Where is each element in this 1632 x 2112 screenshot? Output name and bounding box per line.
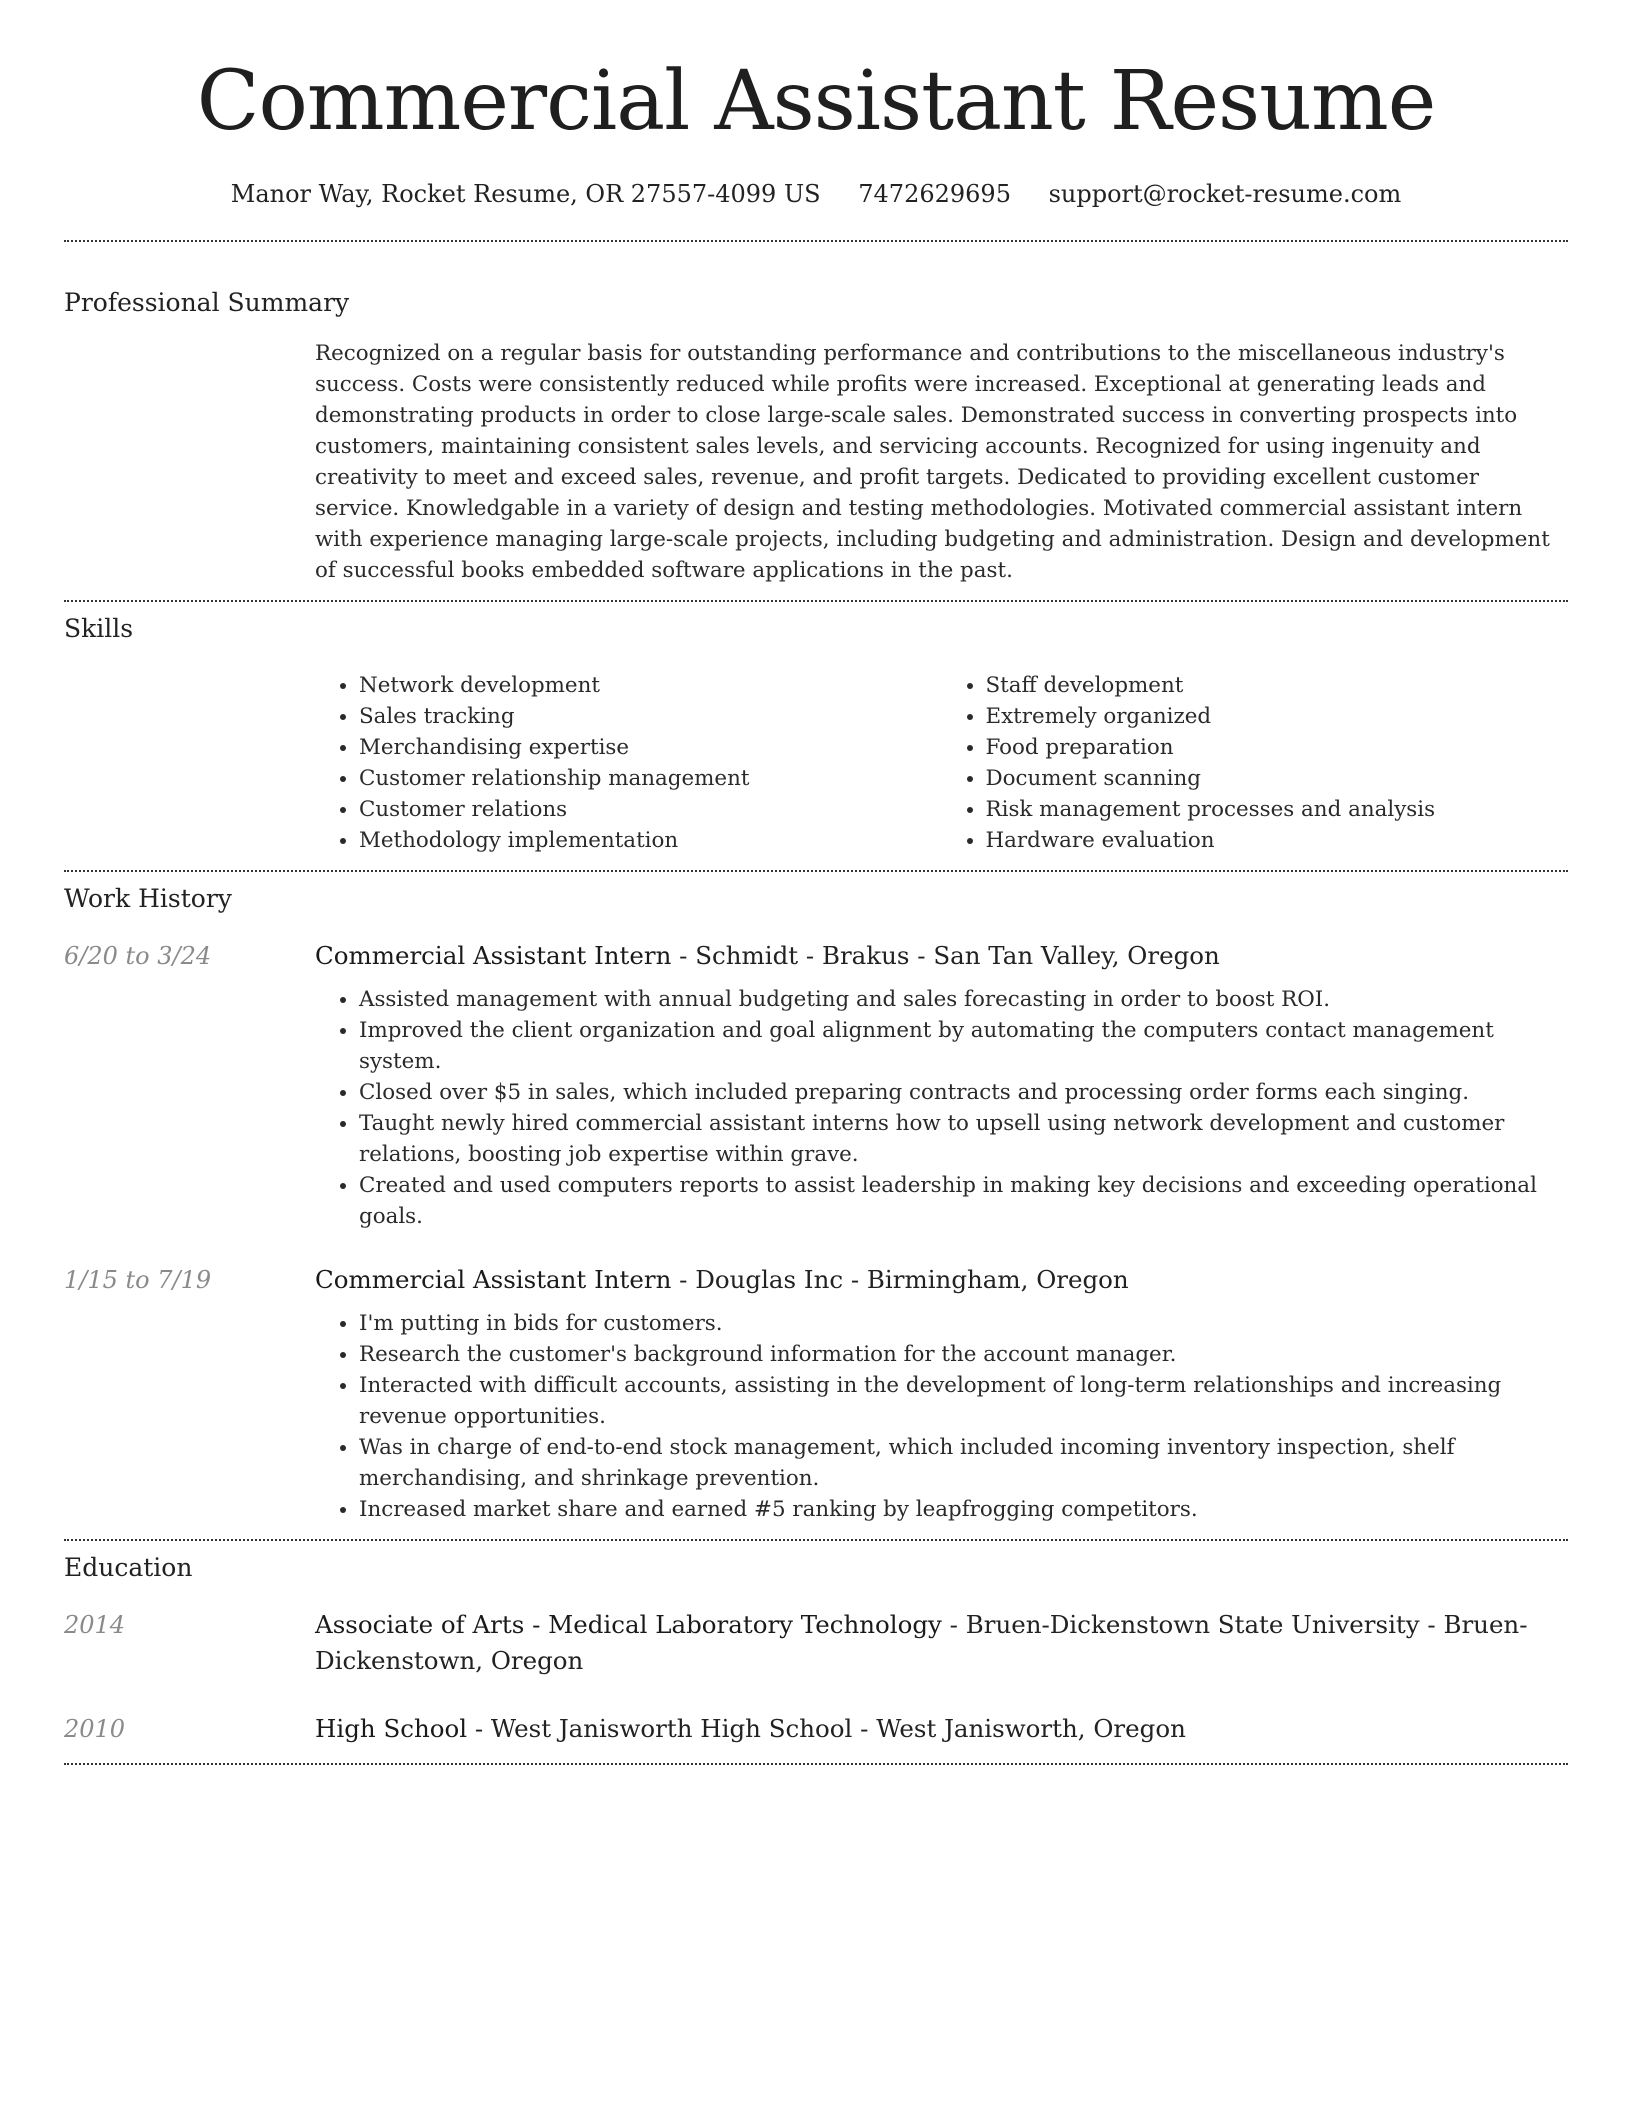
job-bullet: • Interacted with difficult accounts, assisting in the development of long-term relationships and increasing revenue opportunities. bbox=[359, 1370, 1568, 1432]
education-heading: Education bbox=[64, 1553, 193, 1582]
job-bullet: • Closed over $5 in sales, which included preparing contracts and processing order forms each singing. bbox=[359, 1077, 1568, 1108]
job-details: - Douglas Inc - Birmingham, Oregon bbox=[671, 1265, 1129, 1294]
contact-address: Manor Way, Rocket Resume, OR 27557-4099 US bbox=[230, 180, 821, 208]
job-bullet: • Improved the client organization and goal alignment by automating the computers contact management system. bbox=[359, 1015, 1568, 1077]
contact-email: support@rocket-resume.com bbox=[1048, 180, 1402, 208]
job-bullet: • Assisted management with annual budgeting and sales forecasting in order to boost ROI. bbox=[359, 984, 1568, 1015]
skill-item: • Customer relations bbox=[359, 794, 942, 825]
job-role: Commercial Assistant Intern bbox=[315, 1265, 672, 1294]
education-details: - Bruen-Dickenstown State University - Bruen-Dickenstown, Oregon bbox=[315, 1610, 1528, 1675]
job-details: - Schmidt - Brakus - San Tan Valley, Oregon bbox=[671, 941, 1220, 970]
resume-header bbox=[0, 48, 1632, 210]
job-dates: 6/20 to 3/24 bbox=[64, 942, 212, 970]
skills-row bbox=[64, 670, 1568, 856]
summary-heading: Professional Summary bbox=[64, 288, 350, 317]
resume-content bbox=[64, 240, 1568, 1765]
job-bullet: • Created and used computers reports to assist leadership in making key decisions and exceeding operational goals. bbox=[359, 1170, 1568, 1232]
education-entry bbox=[64, 1711, 1568, 1747]
contact-phone: 7472629695 bbox=[858, 180, 1011, 208]
skills-column-right bbox=[942, 670, 1569, 856]
education-details: - West Janisworth High School - West Janisworth, Oregon bbox=[467, 1714, 1186, 1743]
job-title bbox=[315, 938, 1568, 974]
job-bullet: • Research the customer's background information for the account manager. bbox=[359, 1339, 1568, 1370]
job-role: Commercial Assistant Intern bbox=[315, 941, 672, 970]
education-year: 2014 bbox=[64, 1611, 126, 1639]
education-entry bbox=[64, 1607, 1568, 1679]
job-bullet: • Increased market share and earned #5 ranking by leapfrogging competitors. bbox=[359, 1494, 1568, 1525]
contact-line bbox=[0, 178, 1632, 210]
job-title bbox=[315, 1262, 1568, 1298]
skills-column-left bbox=[315, 670, 942, 856]
job-bullet: • Taught newly hired commercial assistant interns how to upsell using network development and customer relations, boosting job expertise within grave. bbox=[359, 1108, 1568, 1170]
skill-item: • Merchandising expertise bbox=[359, 732, 942, 763]
education-degree: Associate of Arts - Medical Laboratory Technology bbox=[315, 1610, 942, 1639]
job-bullets bbox=[315, 1308, 1568, 1525]
resume-title: Commercial Assistant Resume bbox=[196, 54, 1436, 149]
skill-item: • Network development bbox=[359, 670, 942, 701]
education-degree: High School bbox=[315, 1714, 468, 1743]
job-bullets bbox=[315, 984, 1568, 1232]
skills-list bbox=[315, 670, 1568, 856]
skill-item: • Sales tracking bbox=[359, 701, 942, 732]
skill-item: • Customer relationship management bbox=[359, 763, 942, 794]
section-divider bbox=[64, 1763, 1568, 1765]
skill-item: • Document scanning bbox=[986, 763, 1569, 794]
job-entry bbox=[64, 1262, 1568, 1525]
skill-item: • Hardware evaluation bbox=[986, 825, 1569, 856]
skill-item: • Methodology implementation bbox=[359, 825, 942, 856]
skill-item: • Risk management processes and analysis bbox=[986, 794, 1569, 825]
skill-item: • Extremely organized bbox=[986, 701, 1569, 732]
education-title bbox=[315, 1607, 1568, 1679]
job-dates: 1/15 to 7/19 bbox=[64, 1266, 212, 1294]
summary-text: Recognized on a regular basis for outstanding performance and contributions to the miscellaneous industry's success. Costs were consistently reduced while profits were increased. Exceptional at generating leads and demonstrating products in order to close large-scale sales. Demonstrated success in converting prospects into customers, maintaining consistent sales levels, and servicing accounts. Recognized for using ingenuity and creativity to meet and exceed sales, revenue, and profit targets. Dedicated to providing excellent customer service. Knowledgable in a variety of design and testing methodologies. Motivated commercial assistant intern with experience managing large-scale projects, including budgeting and administration. Design and development of successful books embedded software applications in the past. bbox=[315, 341, 1550, 583]
skill-item: • Staff development bbox=[986, 670, 1569, 701]
education-title bbox=[315, 1711, 1568, 1747]
skill-item: • Food preparation bbox=[986, 732, 1569, 763]
job-bullet: • Was in charge of end-to-end stock management, which included incoming inventory inspection, shelf merchandising, and shrinkage prevention. bbox=[359, 1432, 1568, 1494]
summary-row bbox=[64, 338, 1568, 586]
education-year: 2010 bbox=[64, 1715, 126, 1743]
work-heading: Work History bbox=[64, 884, 232, 913]
job-entry bbox=[64, 938, 1568, 1232]
skills-heading: Skills bbox=[64, 614, 134, 643]
job-bullet: • I'm putting in bids for customers. bbox=[359, 1308, 1568, 1339]
